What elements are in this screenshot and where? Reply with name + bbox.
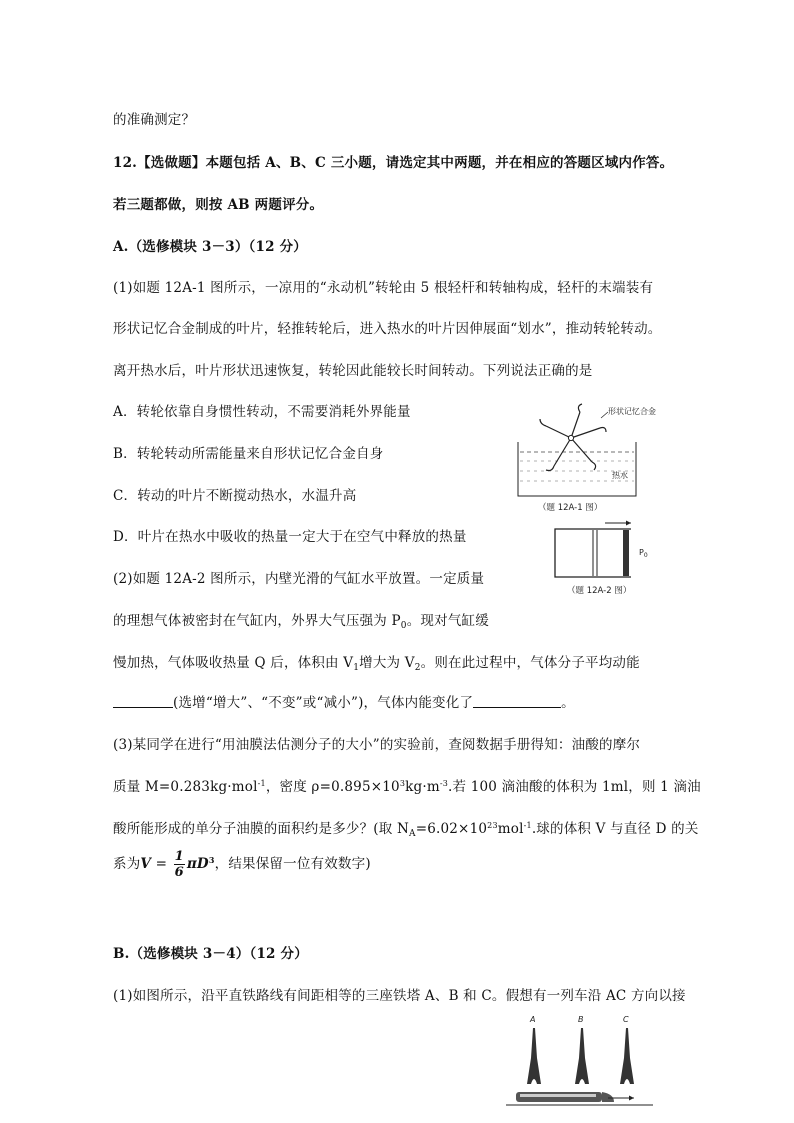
text-line: 慢加热，气体吸收热量 Q 后，体积由 $V_1$增大为 $V_2$。则在此过程中，气体分子平均动能: [113, 655, 640, 673]
text-line: (3)某同学在进行“用油膜法估测分子的大小”的实验前，查阅数据手册得知：油酸的摩尔: [113, 737, 641, 753]
question-12-note: 若三题都做，则按 AB 两题评分。: [113, 197, 324, 213]
tower-b-label: B: [578, 1015, 584, 1024]
option-b: B．转轮转动所需能量来自形状记忆合金自身: [113, 446, 384, 462]
fraction: $\frac{1}{6}$: [174, 849, 184, 880]
p0-label: $P_0$: [639, 548, 648, 559]
question-12-heading: 12.【选做题】本题包括 A、B、C 三小题，请选定其中两题，并在相应的答题区域内作答。: [113, 155, 674, 171]
hot-water-label: 热水: [612, 471, 628, 480]
text-line: (选增“增大”、“不变”或“减小”)，气体内能变化了 。: [113, 691, 575, 711]
tower-a-label: A: [530, 1015, 536, 1024]
text-line: (2)如题 12A-2 图所示，内壁光滑的气缸水平放置。一定质量: [113, 571, 485, 587]
tower-a-icon: [527, 1028, 541, 1084]
towers-figure: [498, 1008, 658, 1116]
text-line: (1)如图所示，沿平直铁路线有间距相等的三座铁塔 A、B 和 C。假想有一列车沿 AC 方向以接: [113, 988, 686, 1004]
tower-b-icon: [575, 1028, 589, 1084]
tower-c-icon: [620, 1028, 634, 1084]
figure-12a-2: [545, 519, 655, 601]
figure-caption: （题 12A-2 图）: [567, 586, 632, 596]
answer-blank[interactable]: [473, 695, 561, 708]
piston: [623, 530, 629, 576]
section-b-heading: B.（选修模块 3－4）（12 分）: [113, 946, 308, 962]
text-line: 质量 M=0.283kg·mol$^{-1}$，密度 $\rho=0.895\times 10^3kg\cdot m^{-3}$.若 100 滴油酸的体积为 1ml，则 1 滴油: [113, 779, 701, 795]
option-d: D．叶片在热水中吸收的热量一定大于在空气中释放的热量: [113, 529, 467, 545]
figure-12a-1: [508, 400, 656, 515]
arrow-right-icon: [629, 1096, 634, 1101]
text-line: (1)如题 12A-1 图所示，一凉用的“永动机”转轮由 5 根轻杆和转轴构成，轻杆的末端装有: [113, 280, 654, 296]
formula-line: 系为V = $\frac{1}{6}$ $\pi D^3$，结果保留一位有效数字): [113, 849, 371, 880]
option-a: A．转轮依靠自身惯性转动，不需要消耗外界能量: [113, 404, 411, 420]
answer-blank[interactable]: [113, 695, 173, 708]
tower-c-label: C: [623, 1015, 629, 1024]
arrow-right-icon: [626, 521, 631, 526]
train-icon: [516, 1092, 614, 1102]
option-c: C．转动的叶片不断搅动热水，水温升高: [113, 488, 357, 504]
text-line: 的理想气体被密封在气缸内，外界大气压强为 $P_0$。现对气缸缓: [113, 613, 489, 631]
alloy-label: 形状记忆合金: [608, 407, 656, 416]
text-line: 酸所能形成的单分子油膜的面积约是多少？(取 $N_A=6.02\times 10^{23}mol^{-1}$.球的体积 V 与直径 D 的关: [113, 821, 699, 839]
text-line: 的准确测定？: [113, 112, 196, 128]
text-line: 形状记忆合金制成的叶片，轻推转轮后，进入热水的叶片因伸展面“划水”，推动转轮转动。: [113, 321, 662, 337]
section-a-heading: A.（选修模块 3－3）（12 分）: [113, 239, 307, 255]
figure-caption: （题 12A-1 图）: [538, 503, 603, 513]
text-line: 离开热水后，叶片形状迅速恢复，转轮因此能较长时间转动。下列说法正确的是: [113, 363, 593, 379]
